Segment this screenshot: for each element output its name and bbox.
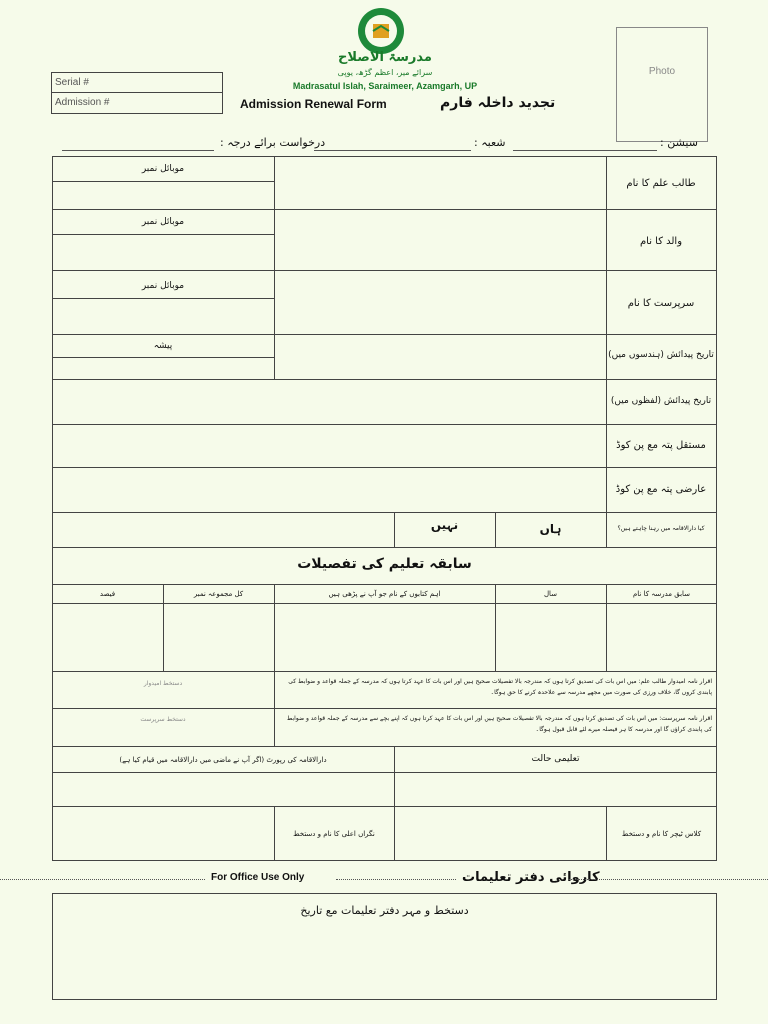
class-applied-line[interactable] — [62, 150, 214, 151]
office-use-urdu: کاروائی دفتر تعلیمات — [462, 870, 600, 885]
madrasa-urdu-subtitle: سرائے میر، اعظم گڑھ، یوپی — [337, 68, 433, 77]
student-name-label: طالب علم کا نام — [626, 178, 696, 189]
form-title-urdu: تجدید داخلہ فارم — [440, 95, 556, 111]
branch-label: شعبہ : — [474, 136, 506, 149]
admission-label: Admission # — [55, 97, 110, 108]
serial-label: Serial # — [55, 77, 89, 88]
admission-field[interactable] — [51, 92, 223, 114]
guardian-name-label: سرپرست کا نام — [627, 298, 695, 309]
prev-header-year: سال — [543, 590, 558, 598]
prev-header-total: کل مجموعہ نمبر — [193, 590, 244, 598]
guardian-declaration: اقرار نامہ سرپرست: میں اس بات کی تصدیق کرتا ہوں کہ مندرجہ بالا تفصیلات صحیح ہیں اور اس بات کا عہد کرتا ہوں کہ اپنے بچے سے مدرسہ کے جملہ قواعد و ضوابط کی پابندی کراؤں گا اور مدرسہ کا ہر فیصلہ میرے لئے قابل قبول ہوگا۔ — [286, 715, 712, 733]
logo — [351, 6, 411, 56]
father-name-label: والد کا نام — [639, 236, 683, 247]
class-teacher-label: کلاس ٹیچر کا نام و دستخط — [621, 830, 702, 838]
hostel-report-label: دارالاقامہ کی رپورٹ (اگر آپ نے ماضی میں دارالاقامہ میں قیام کیا ہے) — [119, 756, 327, 764]
occupation-label: پیشہ — [153, 341, 173, 351]
hostel-yes[interactable]: ہاں — [539, 522, 562, 536]
prev-header-madrasa: سابق مدرسہ کا نام — [632, 590, 691, 598]
temporary-address-label: عارضی پتہ مع پن کوڈ — [615, 484, 707, 495]
student-mobile-label: موبائل نمبر — [141, 164, 185, 174]
prev-header-books: اہم کتابوں کے نام جو آپ نے پڑھی ہیں — [328, 590, 441, 598]
office-use-english: For Office Use Only — [211, 872, 305, 883]
permanent-address-label: مستقل پتہ مع پن کوڈ — [616, 440, 706, 451]
madrasa-english-name: Madrasatul Islah, Saraimeer, Azamgarh, UP — [292, 81, 478, 91]
photo-label: Photo — [648, 66, 676, 77]
dob-words-label: تاریخ پیدائش (لفظوں میں) — [610, 396, 712, 406]
dob-digits-label: تاریخ پیدائش (ہندسوں میں) — [608, 350, 714, 360]
education-status-label: تعلیمی حالت — [531, 754, 580, 764]
serial-field[interactable] — [51, 72, 223, 93]
office-sign-label: دستخط و مہر دفتر تعلیمات مع تاریخ — [300, 904, 469, 917]
guardian-sign-label: دستخط سرپرست — [140, 716, 186, 723]
office-box[interactable] — [52, 893, 717, 1000]
prev-header-percent: فیصد — [99, 590, 116, 598]
class-applied-label: درخواست برائے درجہ : — [220, 136, 326, 149]
madrasa-urdu-name: مدرسۃ الاصلاح — [338, 50, 432, 65]
form-title-english: Admission Renewal Form — [240, 97, 387, 111]
session-line[interactable] — [513, 150, 657, 151]
father-mobile-label: موبائل نمبر — [141, 217, 185, 227]
hostel-no[interactable]: نہیں — [430, 518, 459, 532]
student-sign-label: دستخط امیدوار — [143, 680, 183, 687]
hostel-question-label: کیا دارالاقامہ میں رہنا چاہتے ہیں؟ — [617, 525, 705, 532]
supervisor-label: نگراں اعلی کا نام و دستخط — [293, 830, 375, 838]
student-declaration: اقرار نامہ امیدوار طالب علم: میں اس بات کی تصدیق کرتا ہوں کہ مندرجہ بالا تفصیلات صحیح ہیں اور اس بات کا عہد کرتا ہوں کہ مدرسہ کے جملہ قواعد و ضوابط کی پابندی کروں گا، خلاف ورزی کی صورت میں مجھے مدرسہ سے علاحدہ کرنے کا حق ہوگا۔ — [288, 678, 712, 696]
prev-education-title: سابقہ تعلیم کی تفصیلات — [297, 556, 472, 572]
branch-line[interactable] — [314, 150, 471, 151]
guardian-mobile-label: موبائل نمبر — [141, 281, 185, 291]
session-label: سیشن : — [660, 136, 698, 149]
photo-box[interactable] — [616, 27, 708, 142]
